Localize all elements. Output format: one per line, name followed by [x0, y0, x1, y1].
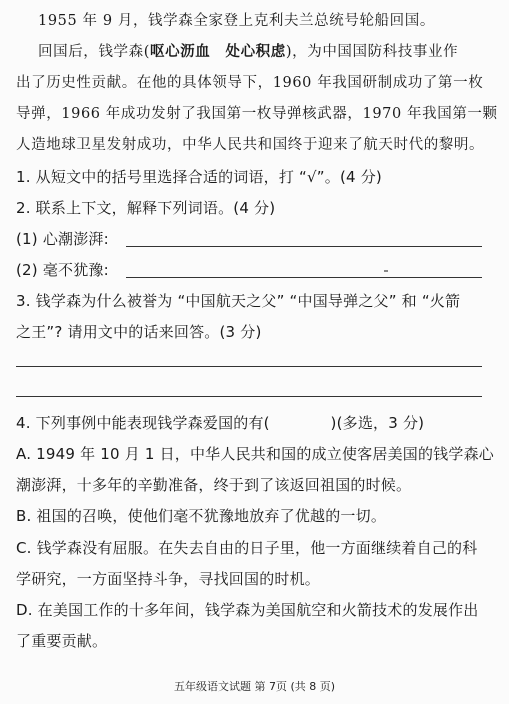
option-c-line-1: C. 钱学森没有屈服。在失去自由的日子里，他一方面继续着自己的科	[16, 539, 478, 557]
question-3-line-1: 3. 钱学森为什么被誉为 “中国航天之父” “中国导弹之父” 和 “火箭	[16, 292, 461, 310]
passage-line-5: 人造地球卫星发射成功，中华人民共和国终于迎来了航天时代的黎明。	[16, 137, 485, 153]
option-a-line-1: A. 1949 年 10 月 1 日，中华人民共和国的成立使客居美国的钱学森心	[16, 445, 494, 463]
question-4: 4. 下列事例中能表现钱学森爱国的有( )(多选，3 分)	[16, 414, 425, 432]
word-choice-options: 呕心沥血 处心积虑	[149, 43, 286, 60]
question-2-item-2-label: (2) 毫不犹豫:	[16, 261, 109, 279]
passage-line-4: 导弹，1966 年成功发射了我国第一枚导弹核武器，1970 年我国第一颗	[16, 106, 498, 122]
question-2: 2. 联系上下文，解释下列词语。(4 分)	[16, 199, 276, 217]
question-1: 1. 从短文中的括号里选择合适的词语，打 “√”。(4 分)	[16, 168, 382, 186]
option-a-line-2: 潮澎湃，十多年的辛勤准备，终于到了该返回祖国的时候。	[16, 476, 412, 494]
page-footer: 五年级语文试题 第 7页 (共 8 页)	[173, 680, 336, 693]
passage-line-3: 出了历史性贡献。在他的具体领导下，1960 年我国研制成功了第一枚	[16, 75, 484, 91]
answer-line-q2-1[interactable]	[126, 246, 482, 247]
passage-line-2-start: 回国后，钱学森(	[38, 44, 150, 60]
passage-line-2	[38, 41, 458, 63]
answer-line-q3-1[interactable]	[16, 366, 482, 367]
option-d-line-2: 了重要贡献。	[16, 632, 108, 650]
answer-line-q3-2[interactable]	[16, 396, 482, 397]
passage-line-1: 1955 年 9 月，钱学森全家登上克利夫兰总统号轮船回国。	[38, 13, 435, 29]
answer-line-q2-2[interactable]	[126, 277, 482, 278]
option-c-line-2: 学研究，一方面坚持斗争，寻找回国的时机。	[16, 570, 321, 588]
option-d-line-1: D. 在美国工作的十多年间，钱学森为美国航空和火箭技术的发展作出	[16, 601, 479, 619]
pencil-mark	[384, 270, 388, 272]
passage-line-2-end: )，为中国国防科技事业作	[285, 44, 459, 60]
question-2-item-1-label: (1) 心潮澎湃:	[16, 230, 109, 248]
option-b: B. 祖国的召唤，使他们毫不犹豫地放弃了优越的一切。	[16, 507, 387, 525]
question-3-line-2: 之王”? 请用文中的话来回答。(3 分)	[16, 323, 262, 341]
